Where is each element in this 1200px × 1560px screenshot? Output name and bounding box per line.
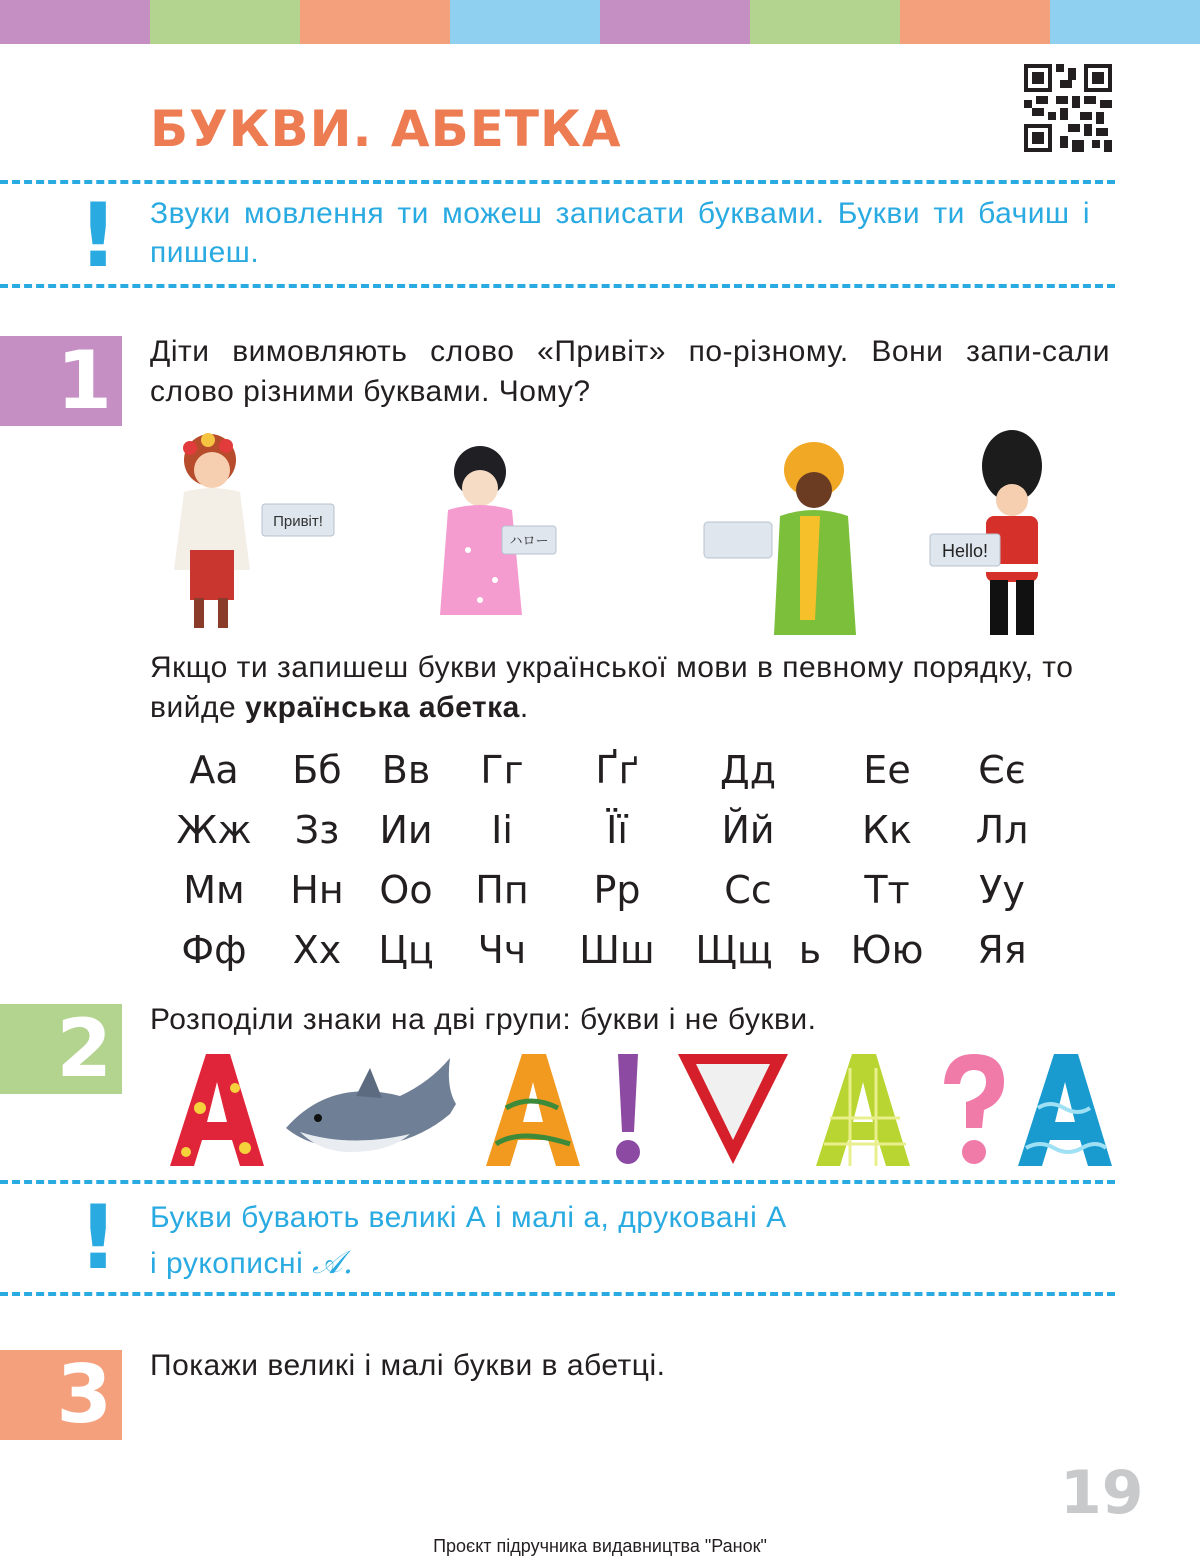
alphabet-letter: Рр	[593, 868, 641, 912]
alphabet-letter: Лл	[975, 808, 1029, 852]
task-text: Розподіли знаки на дві групи: букви і не букви.	[150, 1003, 817, 1036]
alphabet-letter: Ии	[379, 808, 433, 852]
divider-dashed	[0, 1292, 1115, 1296]
alphabet-letter: Цц	[378, 928, 434, 972]
alphabet-letter: Гг	[480, 748, 524, 792]
greeting-card-text: Hello!	[941, 541, 989, 561]
divider-dashed	[0, 284, 1115, 288]
alphabet-letter: Іі	[491, 808, 513, 852]
alphabet-letter: Шш	[579, 928, 655, 972]
stripe	[0, 0, 150, 44]
alphabet-letter: ь	[798, 928, 822, 972]
yield-sign-figure	[678, 1054, 788, 1164]
letter-a-blue-figure	[1018, 1054, 1112, 1166]
top-color-stripes	[0, 0, 1200, 44]
stripe	[1050, 0, 1200, 44]
stripe	[600, 0, 750, 44]
rule-text: Звуки мовлення ти можеш записати буквами. Букви ти бачиш і пишеш.	[150, 197, 1090, 269]
page-number: 19	[1060, 1458, 1144, 1528]
greeting-card-text: Привіт!	[273, 513, 323, 530]
alphabet-letter: Кк	[862, 808, 912, 852]
task-text: Діти вимовляють слово «Привіт» по-різному. Вони запи-сали слово різними буквами. Чому?	[150, 335, 1110, 408]
exclamation-icon: !	[78, 184, 119, 287]
letter-a-orange-figure	[486, 1054, 580, 1166]
alphabet-letter: Її	[606, 808, 628, 852]
alphabet-letter: Зз	[294, 808, 340, 852]
alphabet-letter: Йй	[721, 808, 775, 852]
alphabet-letter: Єє	[978, 748, 1026, 792]
alphabet-letter: Вв	[381, 748, 431, 792]
signs-illustration	[160, 1048, 1120, 1172]
page-title: БУКВИ. АБЕТКА	[150, 100, 622, 158]
stripe	[450, 0, 600, 44]
children-illustration	[150, 430, 1070, 640]
alphabet-letter: Яя	[977, 928, 1027, 972]
letter-a-green-figure	[816, 1054, 910, 1166]
greeting-card-text: ハロー	[509, 534, 549, 549]
alphabet-letter: Щщ	[695, 928, 773, 972]
divider-dashed	[0, 180, 1115, 184]
alphabet-letter: Ґґ	[595, 748, 639, 792]
alphabet-letter: Оо	[379, 868, 433, 912]
alphabet-letter: Юю	[850, 928, 924, 972]
rule-text: Букви бувають великі А і малі а, друковані А і рукописні 𝒜.	[150, 1201, 787, 1281]
letter-a-red-figure	[170, 1054, 264, 1166]
stripe	[900, 0, 1050, 44]
question-mark-figure	[944, 1054, 1004, 1164]
alphabet-letter: Сс	[724, 868, 772, 912]
exclamation-icon: !	[78, 1186, 119, 1289]
task-number: 1	[0, 336, 122, 426]
footer-note: Проєкт підручника видавництва "Ранок"	[433, 1536, 767, 1556]
alphabet-letter: Аа	[189, 748, 239, 792]
alphabet-letter: Хх	[292, 928, 342, 972]
alphabet-intro: Якщо ти запишеш букви української мови в певному порядку, то вийде українська абетка.	[150, 651, 1074, 724]
alphabet-letter: Жж	[176, 808, 252, 852]
stripe	[750, 0, 900, 44]
task-number: 3	[0, 1350, 122, 1440]
alphabet-letter: Бб	[292, 748, 342, 792]
stripe	[150, 0, 300, 44]
greeting-card-blank	[704, 522, 772, 558]
alphabet-letter: Мм	[183, 868, 245, 912]
alphabet-letter: Нн	[290, 868, 344, 912]
stripe	[300, 0, 450, 44]
alphabet-term: українська абетка	[244, 691, 520, 724]
alphabet-letter: Пп	[475, 868, 529, 912]
exclamation-sign-figure	[616, 1054, 640, 1164]
alphabet-letter: Чч	[477, 928, 527, 972]
handwritten-letter: 𝒜.	[312, 1243, 354, 1281]
alphabet-letter: Ее	[863, 748, 911, 792]
alphabet-letter: Фф	[181, 928, 247, 972]
qr-code-icon[interactable]	[1024, 64, 1112, 152]
alphabet-letter: Дд	[720, 748, 776, 792]
task-text: Покажи великі і малі букви в абетці.	[150, 1349, 666, 1382]
ukrainian-alphabet	[150, 740, 1070, 980]
british-guard-figure	[982, 430, 1042, 635]
ukrainian-girl-figure	[174, 433, 250, 628]
alphabet-letter: Уу	[979, 868, 1025, 912]
divider-dashed	[0, 1180, 1115, 1184]
african-girl-figure	[774, 442, 856, 635]
shark-figure	[286, 1058, 456, 1152]
task-number: 2	[0, 1004, 122, 1094]
alphabet-letter: Тт	[864, 868, 910, 912]
